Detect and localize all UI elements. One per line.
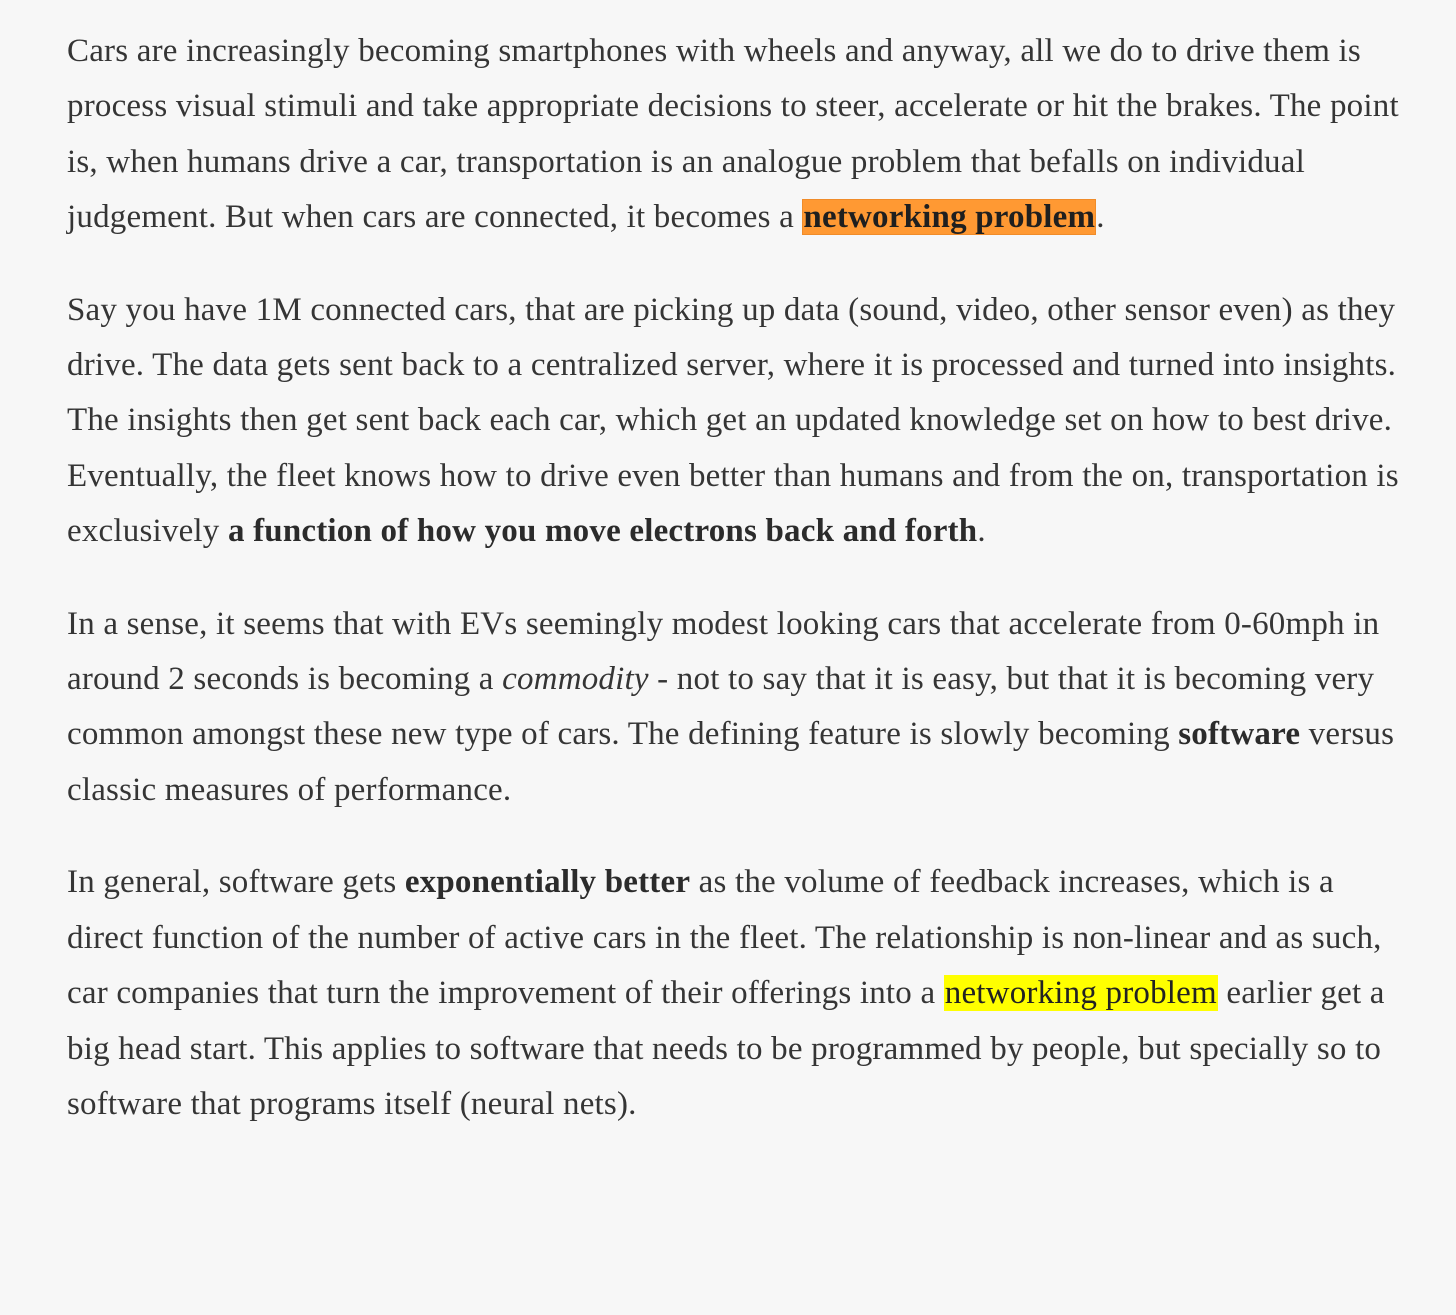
paragraph-text: - not to say that it is easy, but that it is becoming very common amongst these new type of cars. The defining feature is slowly becoming xyxy=(67,661,1375,753)
paragraph-text: In general, software gets xyxy=(67,864,405,901)
paragraph-text: Cars are increasingly becoming smartphones with wheels and anyway, all we do to drive them is process visual stimuli and take appropriate decisions to steer, accelerate or hit the brakes. The point is, when humans drive a car, transportation is an analogue problem that befalls on individual judgement. But when cars are connected, it becomes a xyxy=(67,33,1399,236)
paragraph-text: In a sense, it seems that with EVs seemingly modest looking cars that accelerate from 0-60mph in around 2 seconds is becoming a xyxy=(67,605,1380,698)
paragraph-text: versus classic measures of performance. xyxy=(67,716,1395,808)
paragraph-text: . xyxy=(1096,199,1105,236)
highlight-networking-problem-yellow: networking problem xyxy=(944,975,1217,1012)
paragraph-3 xyxy=(67,597,1407,819)
paragraph-2 xyxy=(67,283,1407,560)
paragraph-text: . xyxy=(977,513,986,550)
paragraph-1 xyxy=(67,24,1407,246)
article-body xyxy=(67,24,1407,1169)
paragraph-4 xyxy=(67,855,1407,1132)
highlight-networking-problem-orange: networking problem xyxy=(803,199,1096,236)
bold-phrase-electrons: a function of how you move electrons back and forth xyxy=(227,513,978,550)
bold-exponentially-better: exponentially better xyxy=(404,864,691,901)
bold-software: software xyxy=(1178,716,1301,753)
paragraph-text: Say you have 1M connected cars, that are picking up data (sound, video, other sensor even) as they drive. The data gets sent back to a centralized server, where it is processed and turned into insights. The insights then get sent back each car, which get an updated knowledge set on how to best drive. Eventually, the fleet knows how to drive even better than humans and from the on, transportation is exclusively xyxy=(67,291,1399,550)
paragraph-text: as the volume of feedback increases, which is a direct function of the number of active cars in the fleet. The relationship is non-linear and as such, car companies that turn the improvement of their offerings into a xyxy=(67,864,1382,1012)
paragraph-text: earlier get a big head start. This applies to software that needs to be programmed by people, but specially so to software that programs itself (neural nets). xyxy=(67,975,1385,1122)
italic-commodity: commodity xyxy=(502,661,649,698)
